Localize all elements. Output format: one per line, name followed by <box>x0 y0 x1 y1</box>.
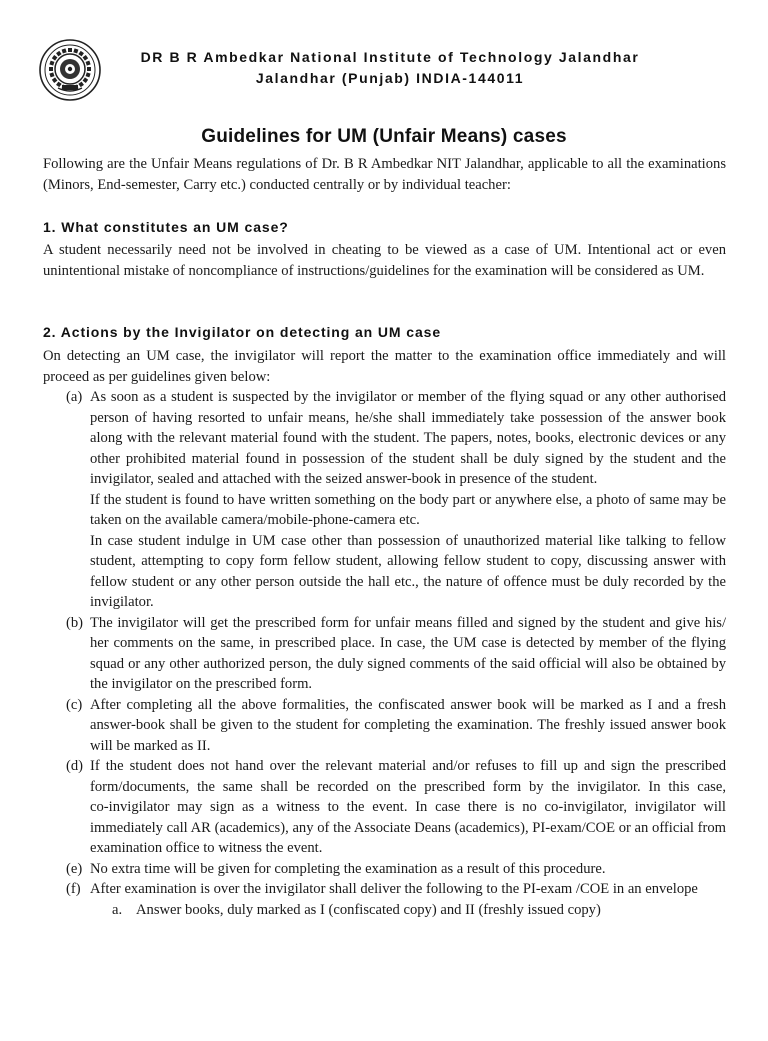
item-paragraph-line: the invigilator on the prescribed form. <box>90 676 313 692</box>
item-paragraph-line: answer-book shall be given to the student for completing the examination. The freshly issued answer book <box>90 717 726 733</box>
item-marker: (e) <box>66 860 83 877</box>
section-2-line: On detecting an UM case, the invigilator will report the matter to the examination office immediately and will <box>43 348 726 364</box>
item-paragraph-line: The invigilator will get the prescribed form for unfair means filled and signed by the student and give his/ <box>90 614 726 631</box>
item-paragraph-line: examination office to witness the event. <box>90 840 323 856</box>
item-marker: (d) <box>66 758 84 774</box>
item-paragraph-line: taken on the available camera/mobile-phone-camera etc. <box>90 512 420 528</box>
sub-item-text: Answer books, duly marked as I (confiscated copy) and II (freshly issued copy) <box>136 901 601 918</box>
item-paragraph-line: along with the relevant material found with the student. The papers, notes, books, electronic devices or any <box>90 430 726 446</box>
section-1-line: A student necessarily need not be involved in cheating to be viewed as a case of UM. Intentional act or even <box>43 242 726 258</box>
intro-line: (Minors, End-semester, Carry etc.) conducted centrally or by individual teacher: <box>43 176 511 193</box>
section-2-line: proceed as per guidelines given below: <box>43 368 271 385</box>
item-paragraph-line: co-invigilator may sign as a witness to the event. In case there is no co-invigilator, invigilator will <box>90 799 726 815</box>
item-body <box>90 387 726 613</box>
institute-name: DR B R Ambedkar National Institute of Technology Jalandhar <box>140 49 640 65</box>
item-paragraph-line: If the student is found to have written something on the body part or anywhere else, a photo of same may be <box>90 491 726 508</box>
document-title: Guidelines for UM (Unfair Means) cases <box>201 126 567 147</box>
item-paragraph-line: As soon as a student is suspected by the invigilator or member of the flying squad or any other authorised <box>90 389 726 405</box>
section-1-heading: 1. What constitutes an UM case? <box>43 219 289 235</box>
item-paragraph-line: student, attempting to copy form fellow student, allowing fellow student to copy, discussing answer with <box>90 553 726 569</box>
item-paragraph-line: After examination is over the invigilator shall deliver the following to the PI-exam /COE in an envelope <box>90 881 698 897</box>
item-paragraph-line: squad or any other authorized person, the duly signed comments of the said official will also be obtained by <box>90 655 726 672</box>
item-body <box>90 695 726 757</box>
item-body <box>90 859 726 880</box>
institute-seal-logo <box>38 38 102 102</box>
item-paragraph-line: fellow student or any other person outside the hall etc., the nature of offence must be duly recorded by the <box>90 573 726 590</box>
item-paragraph-line: After completing all the above formalities, the confiscated answer book will be marked as I and a fresh <box>90 696 726 713</box>
item-paragraph-line: immediately call AR (academics), any of the Associate Deans (academics), PI-exam/COE or an official from <box>90 819 726 836</box>
section-2-heading: 2. Actions by the Invigilator on detecting an UM case <box>43 324 442 340</box>
item-marker: (c) <box>66 696 83 713</box>
item-paragraph-line: form/documents, the same shall be recorded on the prescribed form by the invigilator. In this case, <box>90 778 726 795</box>
intro-paragraph <box>43 154 726 195</box>
item-paragraph-line: invigilator, sealed and attached with the seized answer-book in presence of the student. <box>90 471 598 487</box>
intro-line: Following are the Unfair Means regulations of Dr. B R Ambedkar NIT Jalandhar, applicable to all the examinations <box>43 156 726 172</box>
item-paragraph-line: other prohibited material found in possession of the student shall be duly signed by the student and the <box>90 450 726 467</box>
item-marker: (a) <box>66 389 83 405</box>
section-2-text <box>43 346 726 387</box>
item-marker: (f) <box>66 881 81 897</box>
item-paragraph-line: invigilator. <box>90 594 154 610</box>
item-paragraph-line: will be marked as II. <box>90 737 211 754</box>
institute-address: Jalandhar (Punjab) INDIA-144011 <box>255 70 525 86</box>
item-paragraph-line: her comments on the same, in prescribed place. In case, the UM case is detected by member of the flying <box>90 635 726 651</box>
item-marker: (b) <box>66 614 84 631</box>
section-1-line: unintentional mistake of noncompliance of instructions/guidelines for the examination will be considered as UM. <box>43 262 705 279</box>
item-paragraph-line: If the student does not hand over the relevant material and/or refuses to fill up and sign the prescribed <box>90 758 726 774</box>
item-paragraph-line: No extra time will be given for completing the examination as a result of this procedure. <box>90 860 606 877</box>
item-body <box>90 756 726 859</box>
item-paragraph-line: In case student indulge in UM case other than possession of unauthorized material like talking to fellow <box>90 532 726 549</box>
sub-item-marker: a. <box>112 901 123 918</box>
item-body <box>90 879 726 900</box>
item-body <box>90 613 726 695</box>
section-1-text <box>43 240 726 281</box>
item-paragraph-line: person of having resorted to unfair means, he/she shall immediately take possession of the answer book <box>90 409 726 426</box>
